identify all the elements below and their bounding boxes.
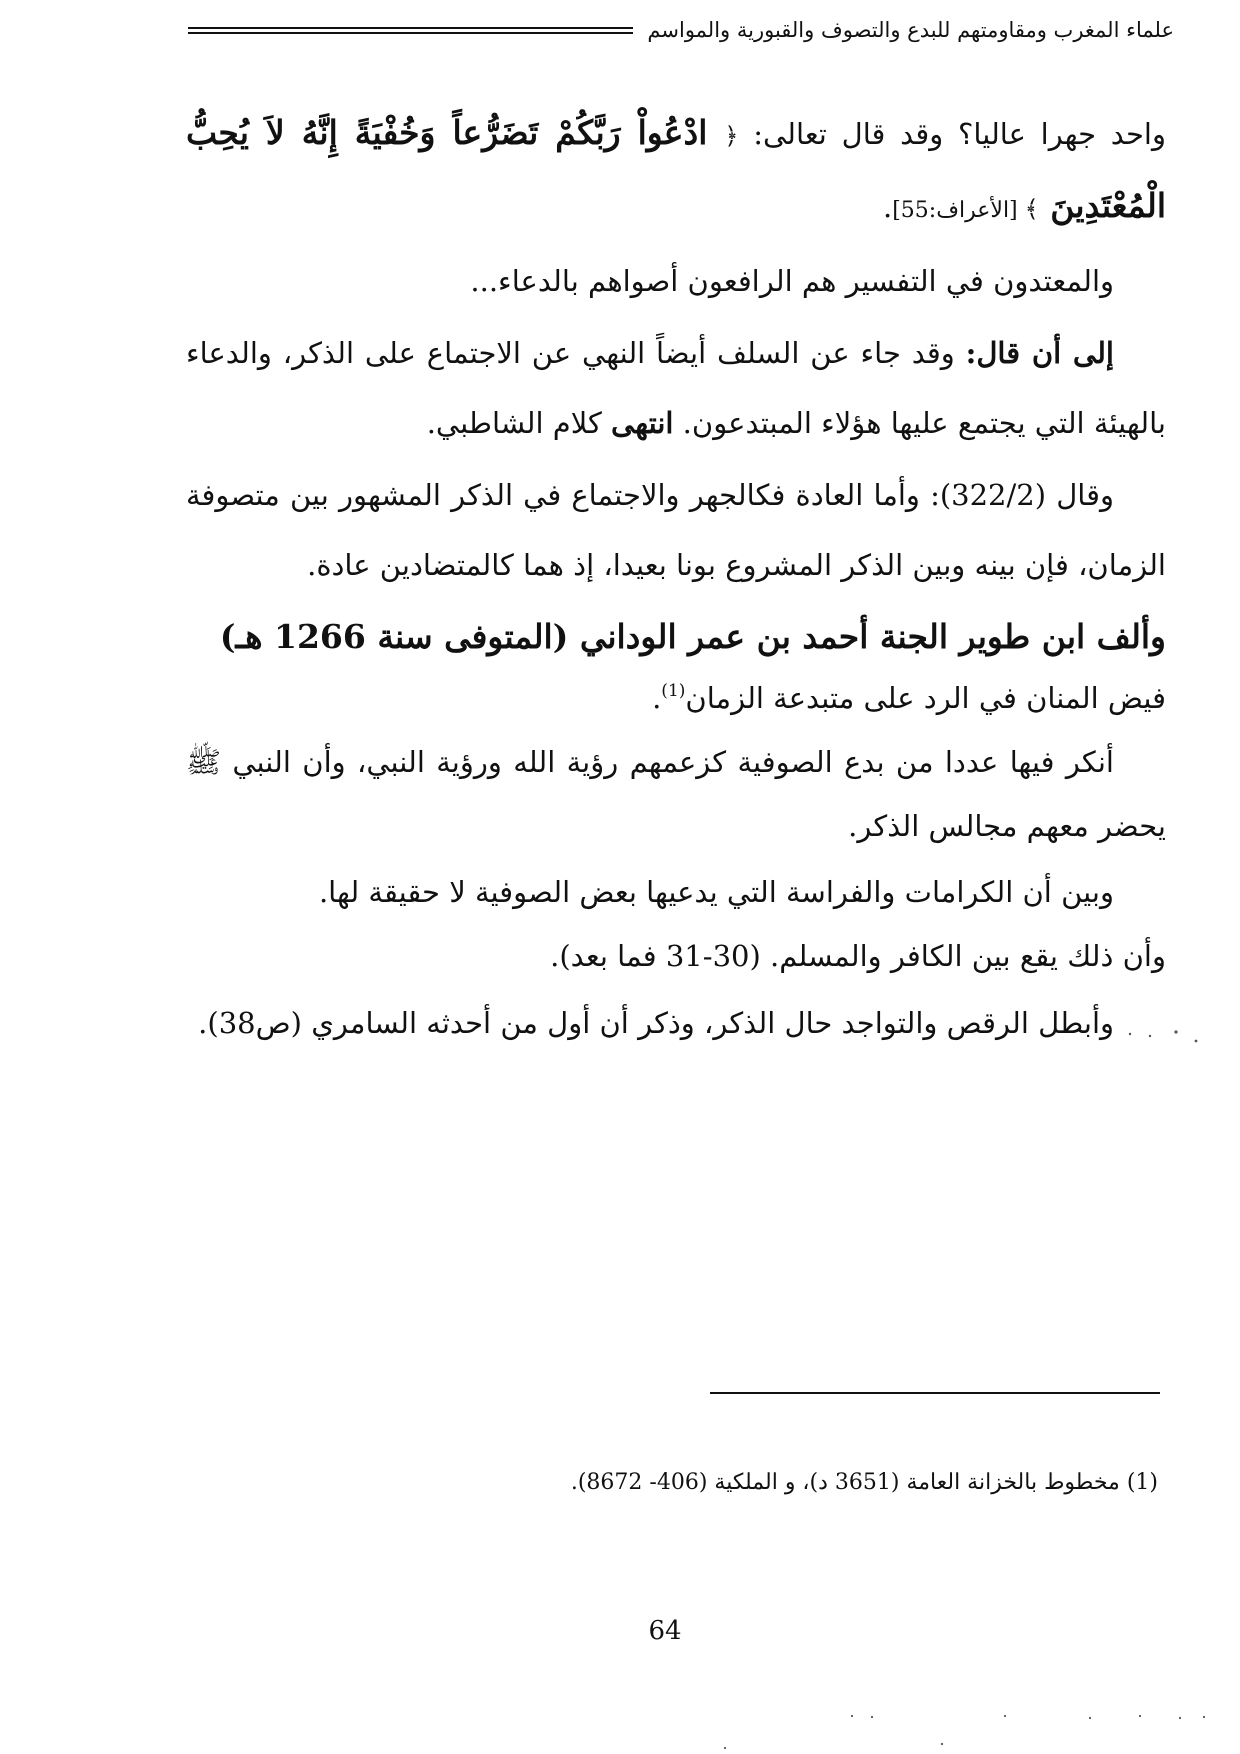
paragraph-karamat: وبين أن الكرامات والفراسة التي يدعيها بعض الصوفية لا حقيقة لها.: [318, 875, 1114, 909]
verse-reference: [الأعراف:55]: [892, 198, 1025, 223]
paragraph-ankara: أنكر فيها عددا من بدع الصوفية كزعمهم رؤية الله ورؤية النبي، وأن النبي ﷺ يحضر معهم مجالس الذكر.: [186, 745, 1166, 843]
ornate-bracket-close: ﴾: [1024, 195, 1039, 223]
ila-an-qal-text: وقد جاء عن السلف أيضاً النهي عن الاجتماع على الذكر، والدعاء بالهيئة التي يجتمع عليها هؤلاء المبتدعون.: [186, 336, 1166, 440]
intaha-label: انتهى: [611, 406, 674, 440]
header-title: علماء المغرب ومقاومتهم للبدع والتصوف والقبورية والمواسم: [647, 18, 1174, 42]
paragraph-quran-quote: [186, 98, 1166, 246]
book-title: فيض المنان في الرد على متبدعة الزمان: [685, 681, 1166, 715]
quote-end: .: [882, 190, 893, 224]
footnote: (1) مخطوط بالخزانة العامة (3651 د)، و الملكية (406- 8672).: [570, 1470, 1158, 1495]
quran-verse: ادْعُواْ رَبَّكُمْ تَضَرُّعاً وَخُفْيَةً إِنَّهُ لاَ يُحِبُّ الْمُعْتَدِينَ: [186, 113, 1166, 225]
paragraph-book-title: [186, 666, 1166, 730]
running-header: [188, 12, 1174, 48]
ila-an-qal-label: إلى أن قال:: [965, 336, 1114, 370]
paragraph-wa-qal: وقال (322/2): وأما العادة فكالجهر والاجتماع في الذكر المشهور بين متصوفة الزمان، فإن بينه وبين الذكر المشروع بونا بعيدا، إذ هما كالمتضادين عادة.: [186, 478, 1166, 582]
page-number: 64: [648, 1616, 682, 1646]
header-double-rule: [188, 27, 633, 34]
ila-an-qal-end: كلام الشاطبي.: [426, 406, 612, 440]
paragraph-ibn-tuwayr-heading: وألف ابن طوير الجنة أحمد بن عمر الوداني (المتوفى سنة 1266 هـ): [219, 617, 1166, 656]
paragraph-ila-an-qal: [186, 318, 1166, 458]
book-title-end: .: [652, 681, 662, 715]
paragraph-raqs: وأبطل الرقص والتواجد حال الذكر، وذكر أن أول من أحدثه السامري (ص38).: [198, 1006, 1114, 1040]
quote-intro: واحد جهرا عاليا؟ وقد قال تعالى:: [738, 117, 1166, 151]
ornate-bracket-open: ﴿: [724, 122, 739, 150]
footnote-marker: (1): [661, 681, 686, 701]
paragraph-mutadun: والمعتدون في التفسير هم الرافعون أصواهم بالدعاء...: [470, 264, 1114, 298]
paragraph-kafir-muslim: وأن ذلك يقع بين الكافر والمسلم. (30-31 فما بعد).: [550, 939, 1166, 973]
body-text: [186, 98, 1166, 1058]
footnote-separator: [710, 1392, 1160, 1394]
